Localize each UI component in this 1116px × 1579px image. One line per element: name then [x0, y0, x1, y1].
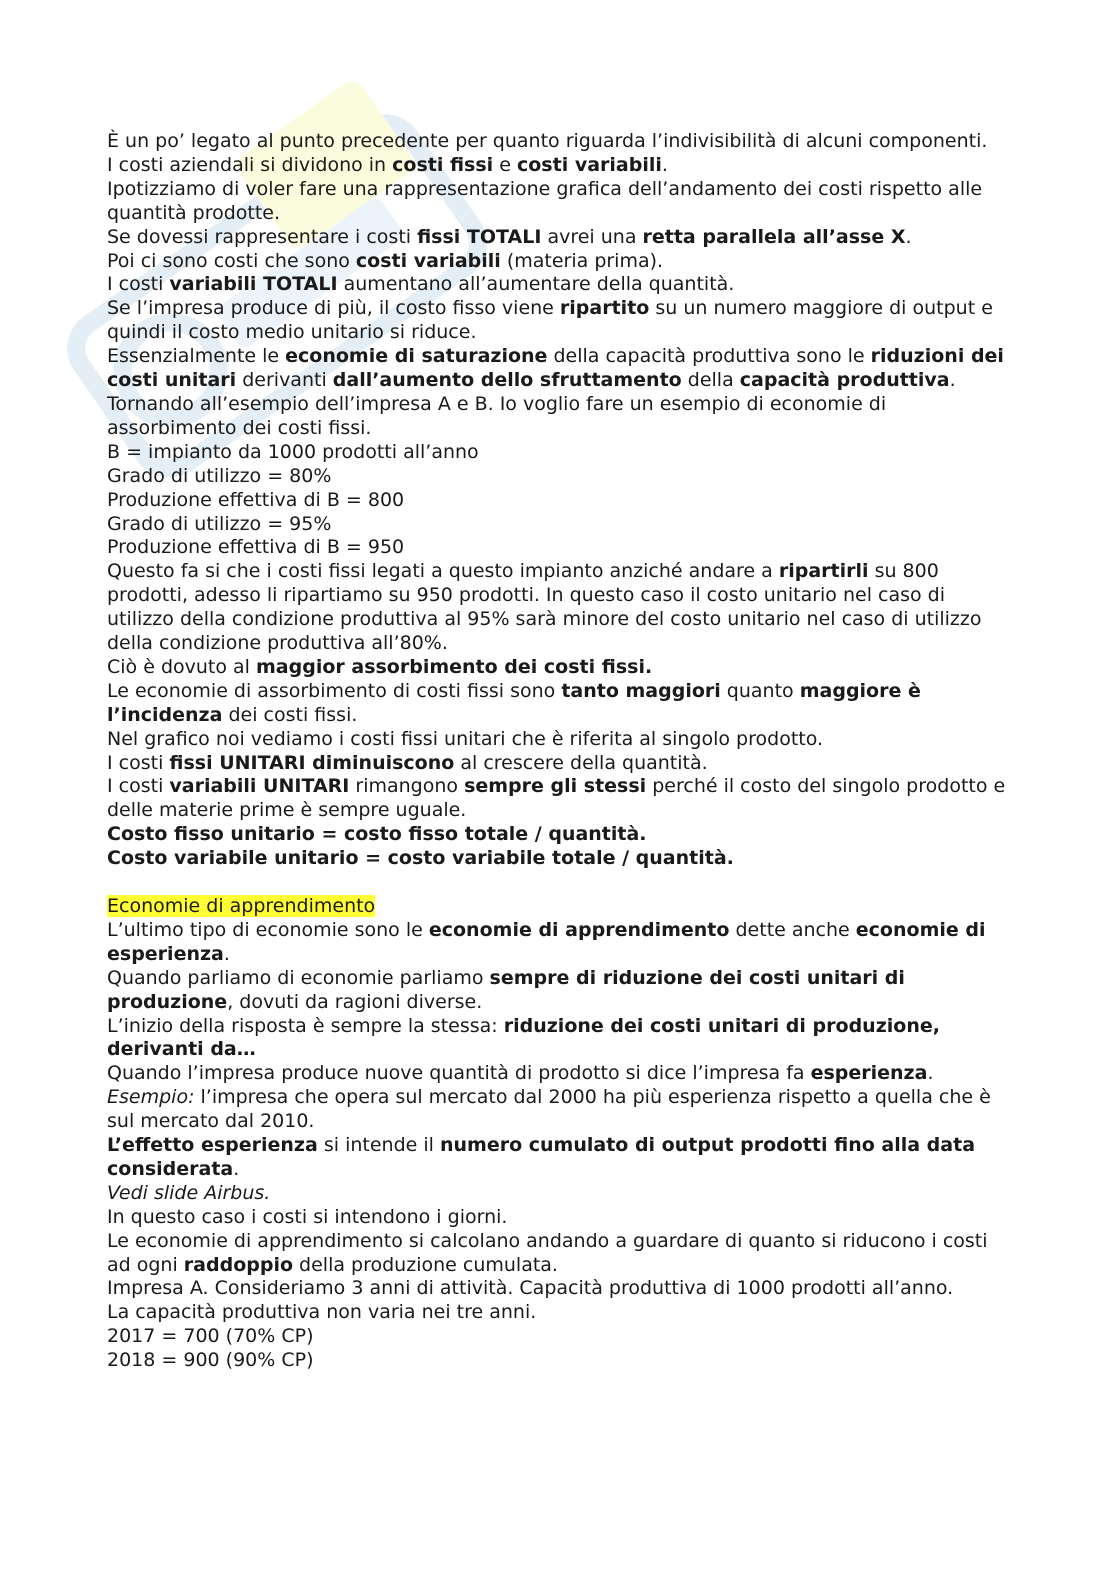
text-run: derivanti [236, 369, 333, 392]
text-run: Grado di utilizzo = 95% [107, 512, 332, 535]
paragraph [107, 393, 1012, 441]
text-run: , dovuti da ragioni diverse. [227, 990, 483, 1013]
text-run: quanto [720, 679, 800, 702]
text-run: Vedi slide Airbus. [107, 1181, 271, 1204]
paragraph [107, 728, 1012, 752]
paragraph [107, 1230, 1012, 1278]
text-run: dei costi fissi. [222, 703, 358, 726]
paragraph [107, 1015, 1012, 1063]
text-run: Grado di utilizzo = 80% [107, 464, 332, 487]
paragraph [107, 895, 1012, 919]
text-run: L’ultimo tipo di economie sono le [107, 918, 429, 941]
text-run: Costo fisso unitario = costo fisso totale / quantità. [107, 823, 647, 846]
text-run: costi fissi [392, 153, 494, 176]
text-run: fissi UNITARI diminuiscono [169, 751, 455, 774]
text-run: È un po’ legato al punto precedente per quanto riguarda l’indivisibilità di alcuni componenti. [107, 130, 988, 152]
document-body [107, 130, 1012, 1373]
text-run: . [233, 1157, 240, 1180]
text-run: ripartito [559, 297, 650, 320]
paragraph [107, 273, 1012, 297]
text-run: In questo caso i costi si intendono i giorni. [107, 1205, 508, 1228]
text-run: Se dovessi rappresentare i costi [107, 225, 418, 248]
text-run: L’effetto esperienza [107, 1134, 318, 1157]
text-run: B = impianto da 1000 prodotti all’anno [107, 440, 479, 463]
text-run: Quando l’impresa produce nuove quantità di prodotto si dice l’impresa fa [107, 1062, 811, 1085]
paragraph [107, 441, 1012, 465]
paragraph [107, 465, 1012, 489]
text-run: . [661, 153, 668, 176]
text-run: Questo fa si che i costi fissi legati a questo impianto anziché andare a [107, 560, 779, 583]
paragraph [107, 1134, 1012, 1182]
paragraph [107, 1349, 1012, 1373]
text-run: Ciò è dovuto al [107, 655, 256, 678]
paragraph [107, 345, 1012, 393]
text-run: Le economie di apprendimento si calcolano andando a guardare di quanto si riducono i costi ad ogni [107, 1229, 988, 1276]
text-run: tanto maggiori [561, 679, 721, 702]
text-run: l’impresa che opera sul mercato dal 2000 ha più esperienza rispetto a quella che è sul mercato dal 2010. [107, 1086, 991, 1133]
text-run: Nel grafico noi vediamo i costi fissi unitari che è riferita al singolo prodotto. [107, 727, 824, 750]
text-run: avrei una [541, 225, 643, 248]
text-run: rimangono [349, 775, 465, 798]
text-run: La capacità produttiva non varia nei tre anni. [107, 1301, 537, 1324]
text-run: Se l’impresa produce di più, il costo fisso viene [107, 297, 560, 320]
paragraph [107, 297, 1012, 345]
text-run: maggior assorbimento dei costi fissi. [256, 655, 653, 678]
paragraph [107, 130, 1012, 154]
text-run: della [681, 369, 740, 392]
paragraph [107, 847, 1012, 871]
paragraph-gap [107, 871, 1012, 895]
text-run: Esempio: [107, 1086, 195, 1109]
paragraph [107, 1062, 1012, 1086]
text-run: (materia prima). [500, 249, 664, 272]
text-run: . [949, 369, 956, 392]
text-run: Produzione effettiva di B = 800 [107, 488, 405, 511]
text-run: L’inizio della risposta è sempre la stessa: [107, 1014, 504, 1037]
paragraph [107, 560, 1012, 656]
text-run: aumentano all’aumentare della quantità. [337, 273, 735, 296]
paragraph [107, 823, 1012, 847]
text-run: costi variabili [516, 153, 662, 176]
text-run: I costi [107, 775, 170, 798]
paragraph [107, 226, 1012, 250]
text-run: Essenzialmente le [107, 345, 286, 368]
text-run: . [905, 225, 912, 248]
text-run: variabili UNITARI [169, 775, 350, 798]
text-run: variabili TOTALI [169, 273, 338, 296]
text-run: perché il costo del singolo prodotto e delle materie prime è sempre uguale. [107, 775, 1006, 822]
text-run: riduzione dei costi unitari di produzione, derivanti da… [107, 1014, 940, 1061]
paragraph [107, 775, 1012, 823]
text-run: e [493, 153, 517, 176]
text-run: sempre di riduzione dei costi unitari di produzione [107, 966, 905, 1013]
text-run: raddoppio [183, 1253, 294, 1276]
text-run: numero cumulato di output prodotti fino alla data considerata [107, 1134, 976, 1180]
text-run: costi variabili [355, 249, 501, 272]
paragraph [107, 250, 1012, 274]
text-run: I costi aziendali si dividono in [107, 153, 393, 176]
text-run: capacità produttiva [739, 369, 950, 392]
text-run: Costo variabile unitario = costo variabile totale / quantità. [107, 847, 734, 870]
paragraph [107, 489, 1012, 513]
paragraph [107, 967, 1012, 1015]
paragraph [107, 752, 1012, 776]
text-run: fissi TOTALI [417, 225, 542, 248]
paragraph [107, 1182, 1012, 1206]
text-run: Produzione effettiva di B = 950 [107, 536, 405, 559]
text-run: economie di saturazione [285, 345, 548, 368]
text-run: Tornando all’esempio dell’impresa A e B. Io voglio fare un esempio di economie di assorbimento dei costi fissi. [107, 392, 887, 439]
text-run: della produzione cumulata. [293, 1253, 558, 1276]
text-run: . [223, 942, 230, 965]
text-run: ripartirli [778, 560, 869, 583]
paragraph [107, 178, 1012, 226]
text-run: Ipotizziamo di voler fare una rappresentazione grafica dell’andamento dei costi rispetto alle quantità prodotte. [107, 177, 983, 224]
text-run: su 800 prodotti, adesso li ripartiamo su 950 prodotti. In questo caso il costo unitario nel caso di utilizzo della condizione produttiva al 95% sarà minore del costo unitario nel caso di utilizzo della condizione produttiva all’80%. [107, 560, 982, 655]
paragraph [107, 1277, 1012, 1301]
text-run: 2018 = 900 (90% CP) [107, 1349, 314, 1372]
text-run: I costi [107, 751, 170, 774]
text-run: su un numero maggiore di output e quindi il costo medio unitario si riduce. [107, 297, 993, 344]
paragraph [107, 1325, 1012, 1349]
paragraph [107, 919, 1012, 967]
text-run: al crescere della quantità. [454, 751, 708, 774]
section-heading: Economie di apprendimento [107, 894, 376, 917]
text-run: maggiore è l’incidenza [107, 679, 921, 726]
text-run: Le economie di assorbimento di costi fissi sono [107, 679, 562, 702]
paragraph [107, 1301, 1012, 1325]
text-run: . [927, 1062, 934, 1085]
text-run: esperienza [810, 1062, 928, 1085]
text-run: I costi [107, 273, 170, 296]
text-run: si intende il [317, 1134, 440, 1157]
paragraph [107, 680, 1012, 728]
text-run: Poi ci sono costi che sono [107, 249, 356, 272]
text-run: dette anche [729, 918, 856, 941]
paragraph [107, 536, 1012, 560]
text-run: economie di esperienza [107, 918, 986, 965]
text-run: Impresa A. Consideriamo 3 anni di attività. Capacità produttiva di 1000 prodotti all’anno. [107, 1277, 954, 1300]
paragraph [107, 656, 1012, 680]
text-run: sempre gli stessi [464, 775, 647, 798]
text-run: retta parallela all’asse X [642, 225, 906, 248]
paragraph [107, 1086, 1012, 1134]
text-run: 2017 = 700 (70% CP) [107, 1325, 314, 1348]
paragraph [107, 154, 1012, 178]
text-run: della capacità produttiva sono le [547, 345, 871, 368]
text-run: economie di apprendimento [428, 918, 730, 941]
paragraph [107, 1206, 1012, 1230]
text-run: riduzioni dei costi unitari [107, 345, 1004, 392]
text-run: Quando parliamo di economie parliamo [107, 966, 490, 989]
paragraph [107, 513, 1012, 537]
text-run: dall’aumento dello sfruttamento [332, 369, 682, 392]
